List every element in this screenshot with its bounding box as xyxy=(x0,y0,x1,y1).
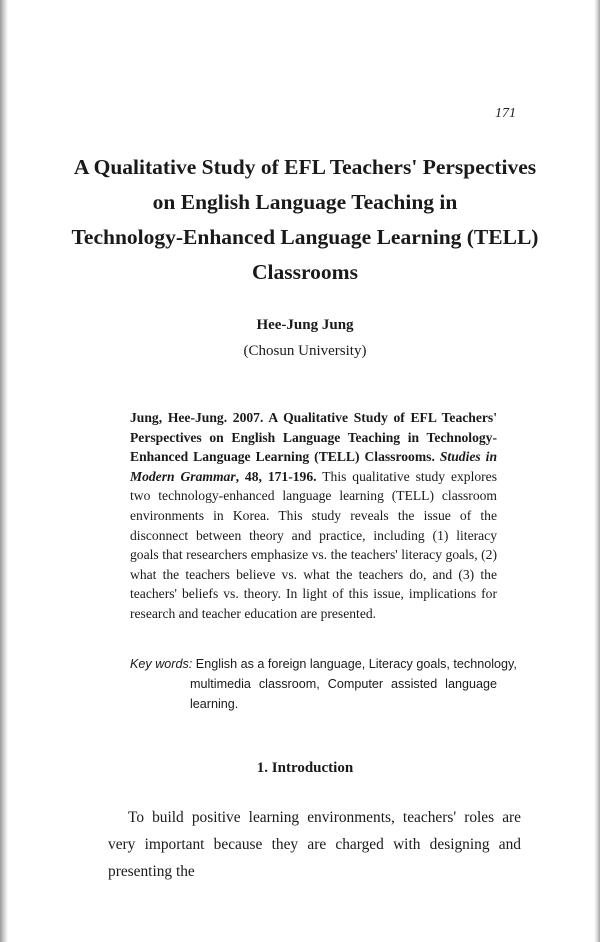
section-heading: 1. Introduction xyxy=(256,760,354,776)
paper-title xyxy=(60,150,550,290)
abstract-text: This qualitative study explores two technology-enhanced language learning (TELL) classroom environments in Korea. This study reveals the issue of the disconnect between theory and practice, including (1) literacy goals that researchers emphasize vs. the teachers' literacy goals, (2) what the teachers believe vs. what the teachers do, and (3) the teachers' beliefs vs. theory. In light of this issue, implications for research and teacher education are presented. xyxy=(130,468,497,621)
keywords-first-line: English as a foreign language, Literacy goals, technology, xyxy=(195,657,517,671)
author-affiliation: (Chosun University) xyxy=(243,343,367,359)
abstract-citation: Jung, Hee-Jung. 2007. A Qualitative Study of EFL Teachers' Perspectives on English Language Teaching in Technology-Enhanced Language Learning (TELL) Classrooms. xyxy=(130,410,497,465)
keywords xyxy=(130,654,517,714)
title-line: Classrooms xyxy=(252,260,358,284)
title-line: on English Language Teaching in xyxy=(152,190,458,214)
page-number: 171 xyxy=(495,106,516,121)
body-paragraph: To build positive learning environments, teachers' roles are very important because they are charged with designing and presenting the xyxy=(108,809,521,880)
journal-volume-pages: , 48, 171-196. xyxy=(235,468,317,484)
journal-name: Studies in Modern Grammar xyxy=(130,449,497,484)
keywords-label: Key words: xyxy=(130,657,193,671)
title-line: Technology-Enhanced Language Learning (TELL) xyxy=(71,225,539,249)
keywords-continuation: multimedia classroom, Computer assisted language learning. xyxy=(190,677,497,711)
scan-edge-right xyxy=(594,0,600,942)
title-line: A Qualitative Study of EFL Teachers' Perspectives xyxy=(73,155,537,179)
scan-edge-left xyxy=(0,0,8,942)
abstract xyxy=(130,408,497,624)
author-name: Hee-Jung Jung xyxy=(256,317,354,333)
